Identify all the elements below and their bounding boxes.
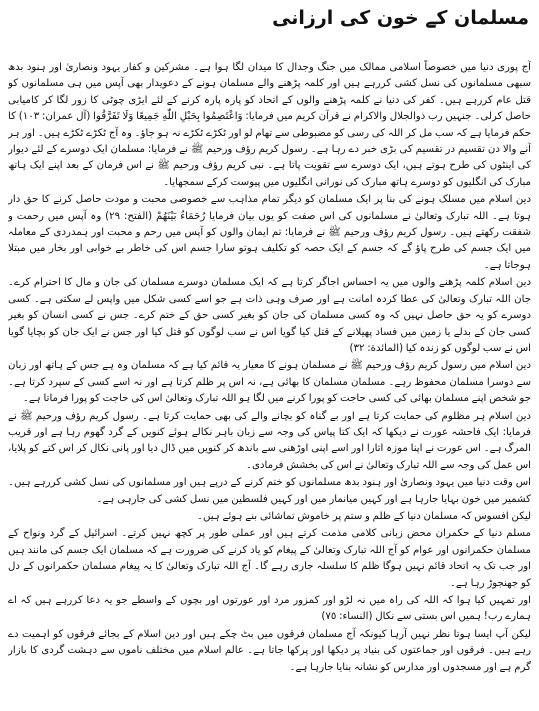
article-paragraph: دین اسلام میں رسول کریم رؤف ورحیم ﷺ نے مسلمان ہونے کا معیار یہ قائم کیا ہے کہ مسلمان وہ ہے جس کے ہاتھ اور زبان سے دوسرا مسلمان محفوظ رہے۔ مسلمان مسلمان کا بھائی ہے، نہ اس پر ظلم کرتا ہے اور نہ اسے کسی کے سپرد کرتا ہے۔ جو شخص اپنے مسلمان بھائی کی کسی حاجت کو پورا کرنے میں لگا ہو اللہ تبارک وتعالیٰ اس کی حاجت کو پورا فرماتا ہے۔ — [8, 360, 531, 405]
article-paragraph: لیکن افسوس کہ مسلمان دنیا کے ظلم و ستم پر خاموش تماشائی بنے ہوئے ہیں۔ — [196, 510, 531, 522]
article-title: مسلمان کے خون کی ارزانی — [272, 7, 529, 29]
article-paragraph: مسلم دنیا کے حکمران محض زبانی کلامی مذمت کرتے ہیں اور عملی طور پر کچھ نہیں کرتے۔ اسرائیل کے گرد ونواح کے مسلمان حکمرانوں اور عوام کو آج اللہ تبارک وتعالیٰ کے پیغام کو یاد کرنے کی ضرورت ہے کہ مسلمان ایک جسم کی مانند ہیں اور جب تک یہ اتحاد قائم نہیں ہوگا ظلم کا سلسلہ جاری رہے گا۔ آج اللہ تبارک وتعالیٰ کا یہ پیغام مسلمان حکمرانوں کے دل کو جھنجوڑ رہا ہے۔ — [8, 528, 531, 589]
article-paragraph: اور تمہیں کیا ہوا کہ اللہ کی راہ میں نہ لڑو اور کمزور مرد اور عورتوں اور بچوں کے واسطے جو یہ دعا کررہے ہیں کہ اے ہمارے رب! ہمیں اس بستی سے نکال (النساء: ٧٥) — [8, 595, 531, 623]
article-paragraph: لیکن آپ ایسا ہوتا نظر نہیں آرہا کیونکہ آج مسلمان فرقوں میں بٹ چکے ہیں اور دین اسلام کے بجائے فرقوں کو اہمیت دے رہے ہیں۔ فرقوں اور جماعتوں کی بنیاد پر دیکھا اور پرکھا جاتا ہے۔ عالم اسلام میں مختلف ناموں سے دہشت گردی کا بازار گرم ہے اور مسجدوں اور مدارس کو نشانہ بنایا جارہا ہے۔ — [8, 628, 531, 673]
article-paragraph: دین اسلام میں مسلک ہونے کی بنا پر ایک مسلمان کو دیگر تمام مذاہب سے خصوصی محبت و مودت حاصل کرنے کا حق دار ہوتا ہے۔ اللہ تبارک وتعالیٰ نے مسلمانوں کی اس صفت کو یوں بیان فرمایا رُحَمَاءُ بَيْنَهُمْ (الفتح: ٢٩) وہ آپس میں رحمت و شفقت رکھتے ہیں۔ رسول کریم رؤف ورحیم ﷺ نے فرمایا: تم ایمان والوں کو آپس میں رحم و محبت اور ہمدردی کے معاملہ میں ایک جسم کی طرح پاؤ گے کہ جسم کے ایک حصہ کو تکلیف ہوتو سارا جسم اس کی خاطر بے خوابی اور بخار میں مبتلا ہوجاتا ہے۔ — [8, 194, 531, 271]
article-paragraph: آج پوری دنیا میں خصوصاً اسلامی ممالک میں جنگ وجدال کا میدان لگا ہوا ہے۔ مشرکین و کفار یہود ونصاریٰ اور ہنود بدھ سبھی مسلمانوں کی نسل کشی کررہے ہیں اور کلمہ پڑھنے والے مسلمان ہونے کے دعویدار بھی آپس میں ہی مسلمانوں کو قتل عام کررہے ہیں۔ کفر کی دنیا نے کلمہ پڑھنے والوں کے اتحاد کو پارہ پارہ کرنے کے لئے ایڑی چوٹی کا زور لگا کر کامیابی حاصل کرلی۔ جنہیں رب ذوالجلال والاکرام نے قرآن کریم میں فرمایا: وَاعْتَصِمُوا بِحَبْلِ اللّٰهِ جَمِيعًا وَلَا تَفَرَّقُوا (آل عمران: ١٠٣) کا حکم فرمایا ہے کہ سب مل کر اللہ کی رسی کو مضبوطی سے تھام لو اور ٹکڑے ٹکڑے نہ ہو جاؤ۔ وہ آج ٹکڑے ٹکڑے ہیں۔ اور ہر آنے والا دن تقسیم در تقسیم کی بڑی خبر دے رہا ہے۔ رسول کریم رؤف ورحیم ﷺ نے فرمایا: مسلمان ایک دوسرے کے لئے دیوار کی اینٹوں کی طرح ہوتے ہیں، ایک دوسرے سے تقویت پاتا ہے۔ نبی کریم رؤف ورحیم ﷺ نے اس فرمان کے بعد اپنے ایک ہاتھ مبارک کی انگلیوں کو دوسرے ہاتھ مبارک کی نورانی انگلیوں میں پیوست کرکے سمجھایا۔ — [8, 62, 531, 188]
article-paragraph: دین اسلام کلمہ پڑھنے والوں میں یہ احساس اجاگر کرتا ہے کہ ایک مسلمان دوسرے مسلمان کی جان و مال کا احترام کرے۔ جان اللہ تبارک وتعالیٰ کی عطا کردہ امانت ہے اور صرف وہی ذات ہے جو اسے کسی شکل میں واپس لے سکتی ہے۔ کسی دوسرے کو یہ حق حاصل نہیں کہ وہ کسی مسلمان کی جان کو بغیر کسی حق کے ختم کرے۔ جس نے کسی انسان کو بغیر کسی جان کے بدلے یا زمین میں فساد پھیلانے کے قتل کیا گویا اس نے سب لوگوں کو قتل کیا اور جس نے ایک جان کو بچایا گویا اس نے سب لوگوں کو زندہ کیا (المائدة: ٣٢) — [8, 277, 531, 354]
article-paragraph: دین اسلام ہر مظلوم کی حمایت کرتا ہے اور بے گناہ کو بچانے والے کی بھی حمایت کرتا ہے۔ رسول کریم رؤف ورحیم ﷺ نے فرمایا: ایک فاحشہ عورت نے دیکھا کہ ایک کتا پیاس کی وجہ سے زبان باہر نکالے ہوئے کنویں کے گرد گھوم رہا ہے اور قریب المرگ ہے۔ اس عورت نے اپنا موزہ اتارا اور اسے اپنی اوڑھنی سے باندھ کر کنویں میں ڈال دیا اور پانی نکال کر اس کتے کو پلایا، اس عمل کی وجہ سے اللہ تبارک وتعالیٰ نے اس کی بخشش فرمادی۔ — [8, 410, 531, 471]
article-paragraph: اس وقت دنیا میں یہود ونصاریٰ اور ہنود بدھ مسلمانوں کو ختم کرنے کے درپے ہیں اور مسلمانوں کی نسل کشی کررہے ہیں۔ کشمیر میں خون بہایا جارہا ہے اور کہیں میانمار میں اور کہیں فلسطین میں نسل کشی کی جارہی ہے۔ — [8, 477, 531, 505]
